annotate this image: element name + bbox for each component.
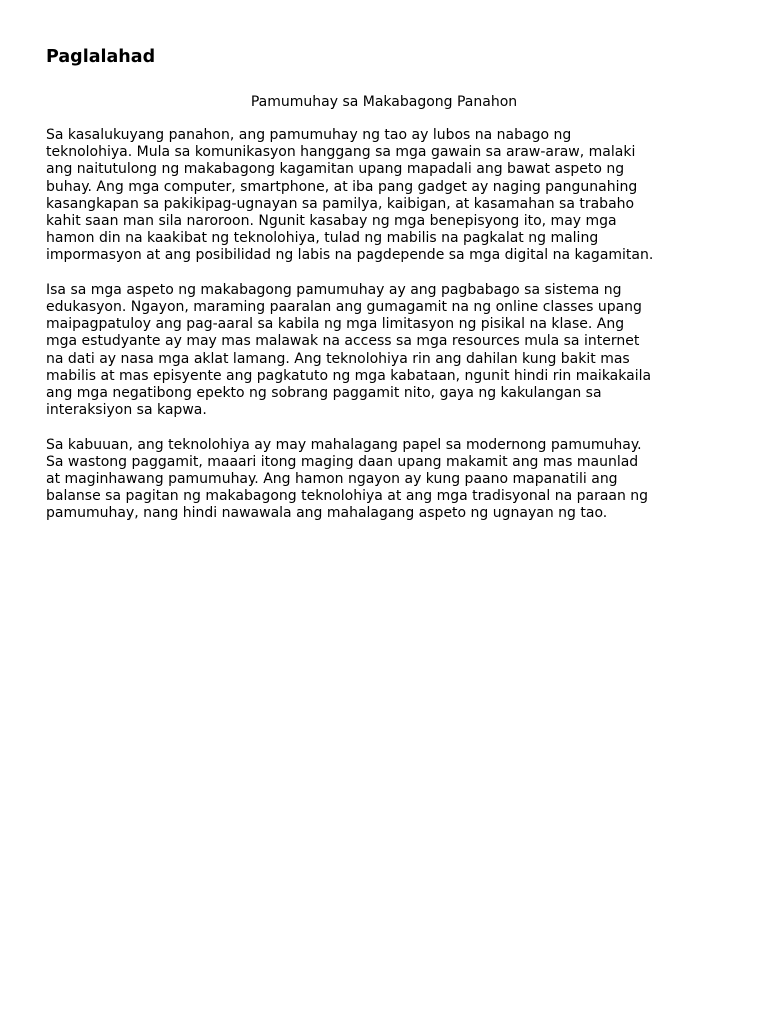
page-heading: Paglalahad xyxy=(46,47,156,67)
document-subtitle: Pamumuhay sa Makabagong Panahon xyxy=(250,94,518,110)
paragraph-3: Sa kabuuan, ang teknolohiya ay may mahalagang papel sa modernong pamumuhay. Sa wastong paggamit, maaari itong maging daan upang makamit ang mas maunlad at maginhawang pamumuhay. Ang hamon ngayon ay kung paano mapanatili ang balanse sa pagitan ng makabagong teknolohiya at ang mga tradisyonal na paraan ng pamumuhay, nang hindi nawawala ang mahalagang aspeto ng ugnayan ng tao. xyxy=(46,436,649,522)
document-body xyxy=(46,127,736,540)
paragraph-2: Isa sa mga aspeto ng makabagong pamumuhay ay ang pagbabago sa sistema ng edukasyon. Ngayon, maraming paaralan ang gumagamit na ng online classes upang maipagpatuloy ang pag-aaral sa kabila ng mga limitasyon ng pisikal na klase. Ang mga estudyante ay may mas malawak na access sa mga resources mula sa internet na dati ay nasa mga aklat lamang. Ang teknolohiya rin ang dahilan kung bakit mas mabilis at mas episyente ang pagkatuto ng mga kabataan, ngunit hindi rin maikakaila ang mga negatibong epekto ng sobrang paggamit nito, gaya ng kakulangan sa interaksiyon sa kapwa. xyxy=(46,281,652,419)
paragraph-1: Sa kasalukuyang panahon, ang pamumuhay ng tao ay lubos na nabago ng teknolohiya. Mula sa komunikasyon hanggang sa mga gawain sa araw-araw, malaki ang naitutulong ng makabagong kagamitan upang mapadali ang bawat aspeto ng buhay. Ang mga computer, smartphone, at iba pang gadget ay naging pangunahing kasangkapan sa pakikipag-ugnayan sa pamilya, kaibigan, at kasamahan sa trabaho kahit saan man sila naroroon. Ngunit kasabay ng mga benepisyong ito, may mga hamon din na kaakibat ng teknolohiya, tulad ng mabilis na pagkalat ng maling impormasyon at ang posibilidad ng labis na pagdepende sa mga digital na kagamitan. xyxy=(46,127,654,264)
